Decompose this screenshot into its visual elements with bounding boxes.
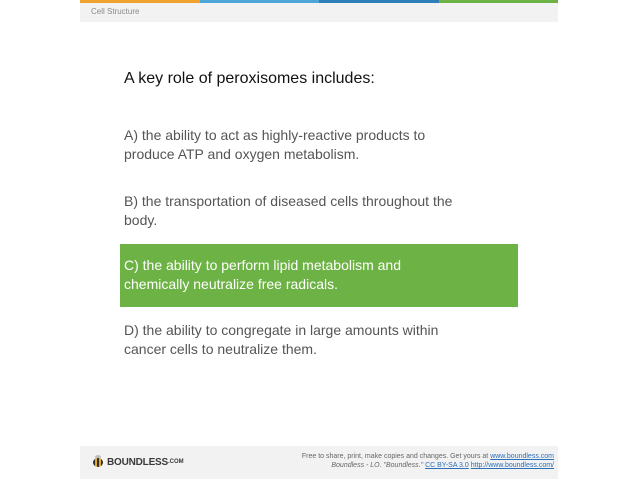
answer-option-b[interactable] (120, 189, 518, 233)
bee-icon (91, 456, 105, 468)
option-c-line2: chemically neutralize free radicals. (124, 276, 338, 292)
option-a-line1: A) the ability to act as highly-reactive products to (124, 127, 426, 143)
header-title: Cell Structure (91, 7, 140, 16)
slide (80, 0, 558, 479)
logo-suffix: .COM (167, 459, 184, 465)
footer-attribution (302, 452, 554, 470)
slide-footer (80, 446, 558, 479)
license-link[interactable]: CC BY-SA 3.0 (425, 462, 469, 469)
answer-option-d[interactable] (120, 318, 518, 362)
boundless-link[interactable]: www.boundless.com (490, 453, 554, 460)
option-a-line2: produce ATP and oxygen metabolism. (124, 146, 360, 162)
option-d-line2: cancer cells to neutralize them. (124, 341, 317, 357)
boundless-logo[interactable] (91, 456, 184, 468)
option-c-line1: C) the ability to perform lipid metabolism and (124, 257, 402, 273)
option-d-line1: D) the ability to congregate in large amounts within (124, 322, 439, 338)
answer-option-a[interactable] (120, 123, 518, 167)
question-text: A key role of peroxisomes includes: (124, 70, 375, 87)
slide-header (80, 3, 558, 22)
source-url-link[interactable]: http://www.boundless.com/ (470, 462, 554, 469)
option-b-line1: B) the transportation of diseased cells throughout the (124, 193, 453, 209)
footer-line1 (302, 452, 554, 461)
option-b-line2: body. (124, 212, 158, 228)
footer-share-text: Free to share, print, make copies and changes. Get yours at (301, 453, 491, 460)
footer-line2 (302, 461, 554, 470)
answer-option-c-selected[interactable] (120, 244, 518, 307)
footer-credit-text: Boundless - LO. "Boundless." (331, 462, 426, 469)
logo-text: BOUNDLESS (107, 456, 168, 468)
